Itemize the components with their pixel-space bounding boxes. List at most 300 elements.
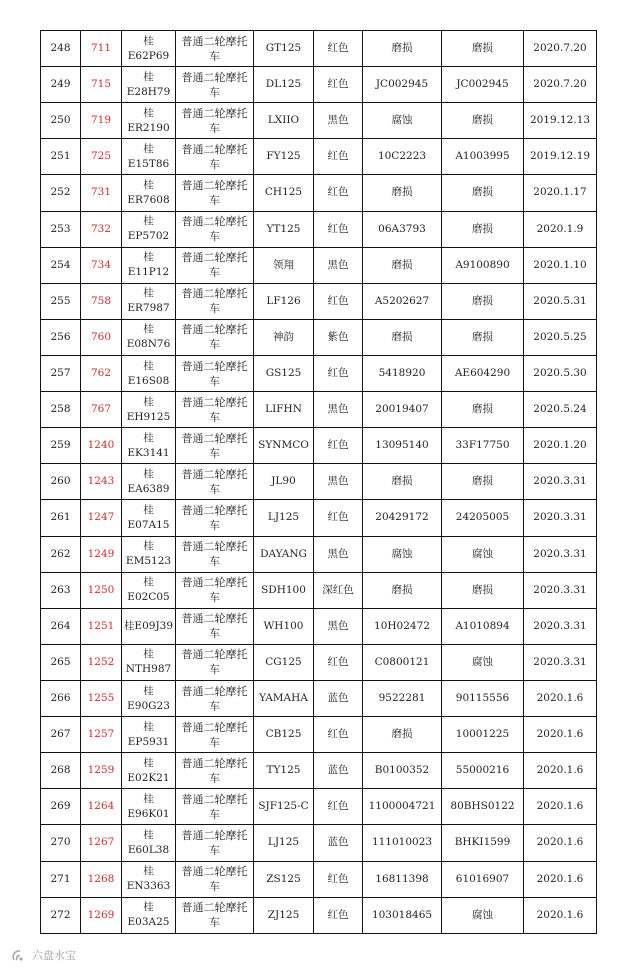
table-row	[41, 572, 597, 608]
plate-region: 桂	[143, 215, 154, 228]
vehicle-number-cell: 1257	[81, 717, 122, 753]
table-row	[41, 680, 597, 716]
table-row	[41, 500, 597, 536]
color-cell: 紫色	[314, 319, 363, 355]
vehicle-type-cell: 普通二轮摩托车	[176, 536, 254, 572]
color-cell: 黑色	[314, 464, 363, 500]
vehicle-number-cell: 1255	[81, 680, 122, 716]
frame-number-cell: A1010894	[442, 608, 524, 644]
color-cell: 黑色	[314, 608, 363, 644]
engine-number-cell: 磨损	[363, 247, 442, 283]
engine-number-cell: 磨损	[363, 175, 442, 211]
vehicle-number-cell: 1259	[81, 753, 122, 789]
vehicle-number-cell: 1250	[81, 572, 122, 608]
plate-region: 桂	[143, 70, 154, 83]
date-cell: 2020.1.9	[524, 211, 597, 247]
plate-region: 桂	[143, 648, 154, 661]
plate-code: E03A25	[127, 916, 170, 929]
plate-cell	[122, 283, 176, 319]
plate-code: E08N76	[126, 338, 171, 351]
table-row	[41, 789, 597, 825]
frame-number-cell: 磨损	[442, 464, 524, 500]
frame-number-cell: A1003995	[442, 139, 524, 175]
engine-number-cell: 16811398	[363, 861, 442, 897]
date-cell: 2019.12.13	[524, 103, 597, 139]
row-index-cell: 260	[41, 464, 81, 500]
plate-cell	[122, 464, 176, 500]
plate-region: 桂	[143, 178, 154, 191]
row-index-cell: 248	[41, 31, 81, 67]
vehicle-type-cell: 普通二轮摩托车	[176, 608, 254, 644]
plate-code: EM5123	[125, 555, 172, 568]
color-cell: 红色	[314, 428, 363, 464]
plate-region: 桂	[143, 467, 154, 480]
frame-number-cell: 磨损	[442, 211, 524, 247]
vehicle-type-cell: 普通二轮摩托车	[176, 103, 254, 139]
plate-region: 桂	[143, 792, 154, 805]
plate-cell	[122, 319, 176, 355]
date-cell: 2020.5.25	[524, 319, 597, 355]
row-index-cell: 258	[41, 392, 81, 428]
plate-cell	[122, 644, 176, 680]
row-index-cell: 249	[41, 67, 81, 103]
model-cell: SJF125-C	[254, 789, 314, 825]
model-cell: CH125	[254, 175, 314, 211]
model-cell: CG125	[254, 644, 314, 680]
row-index-cell: 265	[41, 644, 81, 680]
plate-code: E07A15	[127, 518, 170, 531]
color-cell: 黑色	[314, 103, 363, 139]
vehicle-type-cell: 普通二轮摩托车	[176, 211, 254, 247]
date-cell: 2020.1.20	[524, 428, 597, 464]
plate-code: EN3363	[126, 880, 171, 893]
vehicle-number-cell: 1247	[81, 500, 122, 536]
frame-number-cell: 腐蚀	[442, 536, 524, 572]
vehicle-type-cell: 普通二轮摩托车	[176, 31, 254, 67]
plate-code: E28H79	[126, 85, 171, 98]
color-cell: 红色	[314, 644, 363, 680]
date-cell: 2020.1.6	[524, 897, 597, 933]
plate-cell	[122, 428, 176, 464]
plate-region: 桂	[143, 503, 154, 516]
model-cell: TY125	[254, 753, 314, 789]
frame-number-cell: BHKI1599	[442, 825, 524, 861]
table-row	[41, 211, 597, 247]
table-row	[41, 175, 597, 211]
frame-number-cell: 磨损	[442, 319, 524, 355]
plate-cell	[122, 247, 176, 283]
plate-code: NTH987	[125, 663, 172, 676]
frame-number-cell: 90115556	[442, 680, 524, 716]
plate-cell	[122, 717, 176, 753]
frame-number-cell: 磨损	[442, 392, 524, 428]
vehicle-type-cell: 普通二轮摩托车	[176, 464, 254, 500]
vehicle-number-cell: 758	[81, 283, 122, 319]
vehicle-number-cell: 734	[81, 247, 122, 283]
plate-region: 桂	[143, 684, 154, 697]
color-cell: 红色	[314, 897, 363, 933]
date-cell: 2020.5.30	[524, 355, 597, 391]
model-cell: FY125	[254, 139, 314, 175]
engine-number-cell: A5202627	[363, 283, 442, 319]
row-index-cell: 255	[41, 283, 81, 319]
engine-number-cell: 磨损	[363, 464, 442, 500]
frame-number-cell: 磨损	[442, 31, 524, 67]
plate-region: 桂E09J39	[123, 619, 174, 632]
vehicle-number-cell: 1249	[81, 536, 122, 572]
signal-logo-icon	[12, 948, 28, 962]
model-cell: YT125	[254, 211, 314, 247]
vehicle-number-cell: 725	[81, 139, 122, 175]
plate-region: 桂	[143, 828, 154, 841]
plate-code: EA6389	[127, 482, 170, 495]
frame-number-cell: 磨损	[442, 103, 524, 139]
date-cell: 2020.1.6	[524, 861, 597, 897]
plate-cell	[122, 861, 176, 897]
row-index-cell: 262	[41, 536, 81, 572]
color-cell: 红色	[314, 500, 363, 536]
row-index-cell: 264	[41, 608, 81, 644]
color-cell: 蓝色	[314, 753, 363, 789]
model-cell: LF126	[254, 283, 314, 319]
plate-cell	[122, 753, 176, 789]
frame-number-cell: 磨损	[442, 283, 524, 319]
color-cell: 红色	[314, 789, 363, 825]
color-cell: 黑色	[314, 536, 363, 572]
table-row	[41, 608, 597, 644]
vehicle-type-cell: 普通二轮摩托车	[176, 67, 254, 103]
row-index-cell: 263	[41, 572, 81, 608]
vehicle-type-cell: 普通二轮摩托车	[176, 717, 254, 753]
vehicle-number-cell: 1251	[81, 608, 122, 644]
table-row	[41, 428, 597, 464]
engine-number-cell: 20429172	[363, 500, 442, 536]
engine-number-cell: JC002945	[363, 67, 442, 103]
table-row	[41, 355, 597, 391]
date-cell: 2020.5.24	[524, 392, 597, 428]
engine-number-cell: 9522281	[363, 680, 442, 716]
row-index-cell: 268	[41, 753, 81, 789]
vehicle-number-cell: 1269	[81, 897, 122, 933]
plate-region: 桂	[143, 251, 154, 264]
plate-code: ER2190	[127, 121, 170, 134]
vehicle-table	[40, 30, 597, 934]
table-row	[41, 861, 597, 897]
model-cell: WH100	[254, 608, 314, 644]
table-row	[41, 897, 597, 933]
watermark-text: 六盘水宝	[32, 949, 76, 962]
model-cell: DAYANG	[254, 536, 314, 572]
engine-number-cell: 10C2223	[363, 139, 442, 175]
vehicle-type-cell: 普通二轮摩托车	[176, 175, 254, 211]
plate-code: ER7608	[127, 193, 170, 206]
frame-number-cell: 磨损	[442, 175, 524, 211]
frame-number-cell: AE604290	[442, 355, 524, 391]
vehicle-number-cell: 1267	[81, 825, 122, 861]
plate-region: 桂	[143, 901, 154, 914]
model-cell: CB125	[254, 717, 314, 753]
vehicle-type-cell: 普通二轮摩托车	[176, 753, 254, 789]
plate-cell	[122, 175, 176, 211]
vehicle-type-cell: 普通二轮摩托车	[176, 392, 254, 428]
plate-region: 桂	[143, 142, 154, 155]
plate-cell	[122, 789, 176, 825]
plate-cell	[122, 355, 176, 391]
vehicle-type-cell: 普通二轮摩托车	[176, 139, 254, 175]
engine-number-cell: 磨损	[363, 717, 442, 753]
engine-number-cell: 5418920	[363, 355, 442, 391]
vehicle-type-cell: 普通二轮摩托车	[176, 500, 254, 536]
plate-code: E02K21	[127, 771, 170, 784]
engine-number-cell: 磨损	[363, 572, 442, 608]
color-cell: 红色	[314, 861, 363, 897]
vehicle-number-cell: 767	[81, 392, 122, 428]
frame-number-cell: 33F17750	[442, 428, 524, 464]
plate-cell	[122, 103, 176, 139]
vehicle-type-cell: 普通二轮摩托车	[176, 319, 254, 355]
color-cell: 红色	[314, 211, 363, 247]
plate-region: 桂	[143, 287, 154, 300]
plate-code: EP5702	[127, 230, 170, 243]
row-index-cell: 253	[41, 211, 81, 247]
model-cell: DL125	[254, 67, 314, 103]
plate-cell	[122, 680, 176, 716]
plate-code: E16S08	[127, 374, 170, 387]
plate-cell	[122, 897, 176, 933]
model-cell: LJ125	[254, 500, 314, 536]
model-cell: YAMAHA	[254, 680, 314, 716]
color-cell: 红色	[314, 283, 363, 319]
vehicle-type-cell: 普通二轮摩托车	[176, 680, 254, 716]
model-cell: 领翔	[254, 247, 314, 283]
row-index-cell: 250	[41, 103, 81, 139]
row-index-cell: 267	[41, 717, 81, 753]
row-index-cell: 254	[41, 247, 81, 283]
plate-cell	[122, 825, 176, 861]
engine-number-cell: 111010023	[363, 825, 442, 861]
engine-number-cell: B0100352	[363, 753, 442, 789]
plate-region: 桂	[143, 540, 154, 553]
plate-region: 桂	[143, 576, 154, 589]
frame-number-cell: 55000216	[442, 753, 524, 789]
engine-number-cell: 13095140	[363, 428, 442, 464]
vehicle-number-cell: 760	[81, 319, 122, 355]
table-row	[41, 319, 597, 355]
model-cell: SYNMCO	[254, 428, 314, 464]
vehicle-number-cell: 732	[81, 211, 122, 247]
row-index-cell: 266	[41, 680, 81, 716]
table-row	[41, 825, 597, 861]
table-row	[41, 536, 597, 572]
date-cell: 2020.5.31	[524, 283, 597, 319]
date-cell: 2020.3.31	[524, 464, 597, 500]
engine-number-cell: 磨损	[363, 31, 442, 67]
table-row	[41, 247, 597, 283]
color-cell: 红色	[314, 31, 363, 67]
vehicle-number-cell: 1252	[81, 644, 122, 680]
frame-number-cell: 10001225	[442, 717, 524, 753]
engine-number-cell: C0800121	[363, 644, 442, 680]
row-index-cell: 257	[41, 355, 81, 391]
row-index-cell: 256	[41, 319, 81, 355]
color-cell: 深红色	[314, 572, 363, 608]
row-index-cell: 259	[41, 428, 81, 464]
vehicle-type-cell: 普通二轮摩托车	[176, 644, 254, 680]
date-cell: 2020.1.10	[524, 247, 597, 283]
date-cell: 2020.1.6	[524, 789, 597, 825]
row-index-cell: 261	[41, 500, 81, 536]
vehicle-type-cell: 普通二轮摩托车	[176, 247, 254, 283]
date-cell: 2020.1.6	[524, 717, 597, 753]
engine-number-cell: 103018465	[363, 897, 442, 933]
plate-region: 桂	[143, 106, 154, 119]
plate-code: E60L38	[127, 843, 170, 856]
row-index-cell: 271	[41, 861, 81, 897]
date-cell: 2020.1.17	[524, 175, 597, 211]
model-cell: ZJ125	[254, 897, 314, 933]
engine-number-cell: 腐蚀	[363, 536, 442, 572]
vehicle-number-cell: 1264	[81, 789, 122, 825]
table-row	[41, 753, 597, 789]
plate-code: E62P69	[127, 49, 170, 62]
row-index-cell: 270	[41, 825, 81, 861]
date-cell: 2020.3.31	[524, 536, 597, 572]
color-cell: 红色	[314, 717, 363, 753]
plate-code: E02C05	[127, 591, 170, 604]
date-cell: 2020.1.6	[524, 753, 597, 789]
plate-cell	[122, 139, 176, 175]
plate-code: E90G23	[127, 699, 170, 712]
plate-cell	[122, 67, 176, 103]
date-cell: 2020.7.20	[524, 67, 597, 103]
plate-code: EP5931	[127, 735, 170, 748]
engine-number-cell: 06A3793	[363, 211, 442, 247]
color-cell: 蓝色	[314, 680, 363, 716]
model-cell: JL90	[254, 464, 314, 500]
table-row	[41, 464, 597, 500]
date-cell: 2020.3.31	[524, 500, 597, 536]
plate-cell	[122, 211, 176, 247]
row-index-cell: 269	[41, 789, 81, 825]
plate-region: 桂	[143, 395, 154, 408]
vehicle-type-cell: 普通二轮摩托车	[176, 861, 254, 897]
vehicle-type-cell: 普通二轮摩托车	[176, 572, 254, 608]
plate-code: ER7987	[127, 302, 170, 315]
plate-region: 桂	[143, 865, 154, 878]
frame-number-cell: 腐蚀	[442, 897, 524, 933]
engine-number-cell: 10H02472	[363, 608, 442, 644]
color-cell: 黑色	[314, 247, 363, 283]
vehicle-number-cell: 1268	[81, 861, 122, 897]
vehicle-type-cell: 普通二轮摩托车	[176, 789, 254, 825]
engine-number-cell: 腐蚀	[363, 103, 442, 139]
frame-number-cell: 腐蚀	[442, 644, 524, 680]
plate-cell	[122, 536, 176, 572]
vehicle-number-cell: 1243	[81, 464, 122, 500]
vehicle-type-cell: 普通二轮摩托车	[176, 428, 254, 464]
engine-number-cell: 1100004721	[363, 789, 442, 825]
plate-region: 桂	[143, 323, 154, 336]
vehicle-number-cell: 762	[81, 355, 122, 391]
table-row	[41, 67, 597, 103]
plate-region: 桂	[143, 34, 154, 47]
vehicle-number-cell: 731	[81, 175, 122, 211]
model-cell: LXIIO	[254, 103, 314, 139]
vehicle-number-cell: 1240	[81, 428, 122, 464]
date-cell: 2020.3.31	[524, 608, 597, 644]
plate-cell	[122, 500, 176, 536]
color-cell: 红色	[314, 67, 363, 103]
engine-number-cell: 20019407	[363, 392, 442, 428]
vehicle-type-cell: 普通二轮摩托车	[176, 355, 254, 391]
plate-region: 桂	[143, 431, 154, 444]
color-cell: 红色	[314, 355, 363, 391]
vehicle-type-cell: 普通二轮摩托车	[176, 825, 254, 861]
frame-number-cell: A9100890	[442, 247, 524, 283]
table-row	[41, 139, 597, 175]
vehicle-number-cell: 711	[81, 31, 122, 67]
model-cell: GT125	[254, 31, 314, 67]
color-cell: 红色	[314, 139, 363, 175]
model-cell: GS125	[254, 355, 314, 391]
date-cell: 2020.1.6	[524, 825, 597, 861]
plate-code: E96K01	[127, 807, 170, 820]
plate-cell	[122, 572, 176, 608]
plate-region: 桂	[143, 756, 154, 769]
vehicle-type-cell: 普通二轮摩托车	[176, 897, 254, 933]
watermark	[12, 947, 76, 963]
table-row	[41, 717, 597, 753]
plate-code: EH9125	[126, 410, 171, 423]
frame-number-cell: 61016907	[442, 861, 524, 897]
table-row	[41, 103, 597, 139]
plate-code: E15T86	[127, 157, 170, 170]
frame-number-cell: 24205005	[442, 500, 524, 536]
table-row	[41, 283, 597, 319]
row-index-cell: 252	[41, 175, 81, 211]
color-cell: 黑色	[314, 392, 363, 428]
plate-code: EK3141	[127, 446, 170, 459]
table-row	[41, 644, 597, 680]
vehicle-number-cell: 719	[81, 103, 122, 139]
plate-region: 桂	[143, 720, 154, 733]
model-cell: LIFHN	[254, 392, 314, 428]
table-row	[41, 31, 597, 67]
date-cell: 2019.12.19	[524, 139, 597, 175]
vehicle-number-cell: 715	[81, 67, 122, 103]
plate-code: E11P12	[127, 266, 170, 279]
frame-number-cell: 磨损	[442, 572, 524, 608]
plate-region: 桂	[143, 359, 154, 372]
color-cell: 红色	[314, 175, 363, 211]
row-index-cell: 272	[41, 897, 81, 933]
frame-number-cell: JC002945	[442, 67, 524, 103]
date-cell: 2020.1.6	[524, 680, 597, 716]
engine-number-cell: 磨损	[363, 319, 442, 355]
plate-cell	[122, 31, 176, 67]
model-cell: 神韵	[254, 319, 314, 355]
model-cell: ZS125	[254, 861, 314, 897]
table-row	[41, 392, 597, 428]
model-cell: LJ125	[254, 825, 314, 861]
plate-cell	[122, 608, 176, 644]
plate-cell	[122, 392, 176, 428]
row-index-cell: 251	[41, 139, 81, 175]
model-cell: SDH100	[254, 572, 314, 608]
color-cell: 蓝色	[314, 825, 363, 861]
vehicle-type-cell: 普通二轮摩托车	[176, 283, 254, 319]
frame-number-cell: 80BHS0122	[442, 789, 524, 825]
